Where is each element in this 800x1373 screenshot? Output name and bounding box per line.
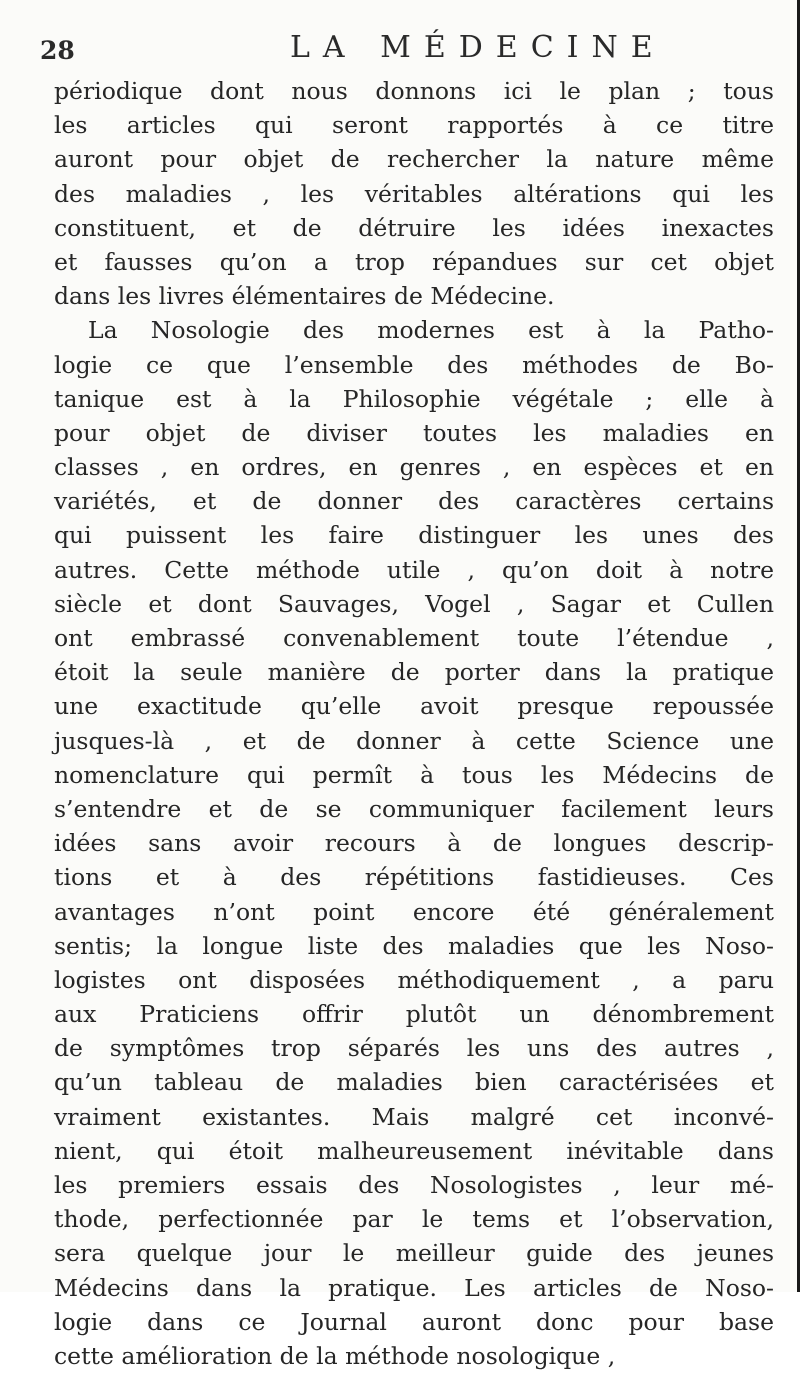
text-line: une exactitude qu’elle avoit presque repoussée [54,692,774,721]
text-line: périodique dont nous donnons ici le plan ; tous [54,77,774,105]
text-line: étoit la seule manière de porter dans la pratique [54,658,774,687]
text-line: thode, perfectionnée par le tems et l’observation, [54,1205,774,1234]
text-line: tanique est à la Philosophie végétale ; elle à [54,384,774,413]
body-text [54,74,774,1373]
page-number: 28 [40,36,75,65]
text-line: qui puissent les faire distinguer les unes des [54,521,774,550]
text-line: aux Praticiens offrir plutôt un dénombrement [54,1000,774,1029]
page-header [40,30,760,76]
text-line: idées sans avoir recours à de longues descrip- [54,829,774,858]
text-line: vraiment existantes. Mais malgré cet inconvé- [54,1102,774,1131]
text-line: constituent, et de détruire les idées inexactes [54,213,774,242]
text-line: des maladies , les véritables altérations qui les [54,179,774,208]
text-line: siècle et dont Sauvages, Vogel , Sagar et Cullen [54,589,774,618]
text-line: les articles qui seront rapportés à ce titre [54,111,774,140]
text-line: logie dans ce Journal auront donc pour base [54,1307,774,1336]
text-line: avantages n’ont point encore été généralement [54,897,774,926]
text-line: classes , en ordres, en genres , en espèces et en [54,453,774,482]
text-line: logistes ont disposées méthodiquement , a paru [54,965,774,994]
text-line: sentis; la longue liste des maladies que les Noso- [54,931,774,960]
text-line: variétés, et de donner des caractères certains [54,487,774,516]
text-line: logie ce que l’ensemble des méthodes de Bo- [54,350,774,379]
text-line: cette amélioration de la méthode nosologique , [54,1341,616,1370]
text-line: sera quelque jour le meilleur guide des jeunes [54,1239,774,1268]
text-line: et fausses qu’on a trop répandues sur cet objet [54,247,774,276]
text-line: de symptômes trop séparés les uns des autres , [54,1034,774,1063]
text-line: nient, qui étoit malheureusement inévitable dans [54,1136,774,1165]
text-line: autres. Cette méthode utile , qu’on doit à notre [54,555,774,584]
text-line: jusques-là , et de donner à cette Science une [54,726,774,755]
text-line: s’entendre et de se communiquer facilement leurs [54,794,774,823]
text-line: auront pour objet de rechercher la nature même [54,145,774,174]
text-line: dans les livres élémentaires de Médecine. [54,282,555,311]
text-line: ont embrassé convenablement toute l’étendue , [54,624,774,652]
paragraph-first-line: La Nosologie des modernes est à la Patho- [88,316,774,345]
text-line: tions et à des répétitions fastidieuses. Ces [54,863,774,892]
text-line: nomenclature qui permît à tous les Médecins de [54,760,774,789]
text-line: qu’un tableau de maladies bien caractérisées et [54,1068,774,1097]
text-line: pour objet de diviser toutes les maladies en [54,418,774,447]
running-head: LA MÉDECINE [290,30,666,65]
text-line: Médecins dans la pratique. Les articles de Noso- [54,1273,774,1302]
text-line: les premiers essais des Nosologistes , leur mé- [54,1171,774,1199]
